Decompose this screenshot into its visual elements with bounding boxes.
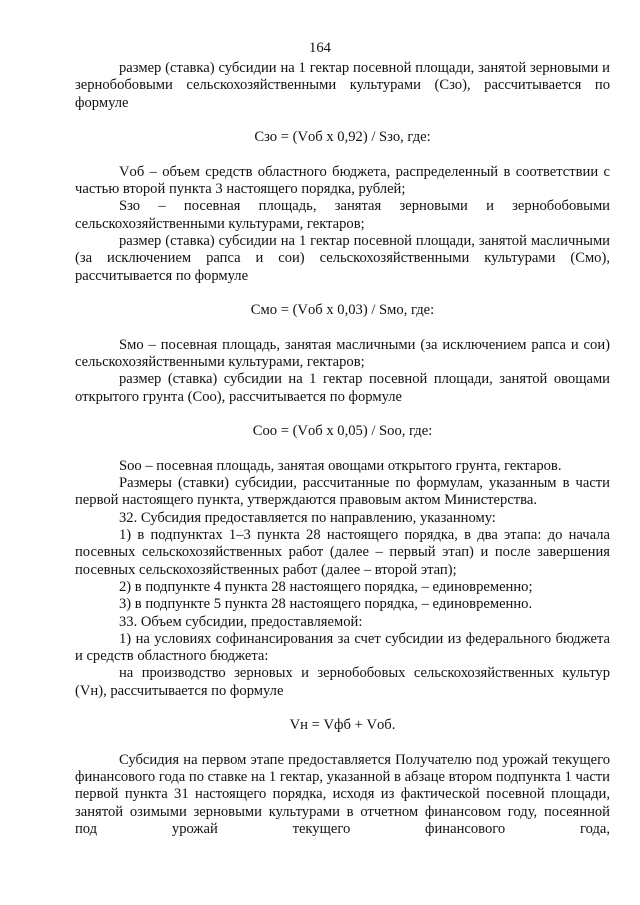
- spacer: [75, 700, 610, 717]
- paragraph: размер (ставка) субсидии на 1 гектар посевной площади, занятой масличными (за исключением рапса и сои) сельскохозяйственными культурами (Смо), рассчитывается по формуле: [75, 232, 610, 284]
- document-body: [75, 60, 610, 838]
- paragraph: Размеры (ставки) субсидии, рассчитанные по формулам, указанным в части первой настоящего пункта, утверждаются правовым актом Министерства.: [75, 475, 610, 509]
- spacer: [75, 285, 610, 302]
- paragraph: размер (ставка) субсидии на 1 гектар посевной площади, занятой овощами открытого грунта (Соо), рассчитывается по формуле: [75, 371, 610, 405]
- formula: Vн = Vфб + Vоб.: [289, 717, 396, 734]
- spacer: [75, 112, 610, 129]
- paragraph: 1) в подпунктах 1–3 пункта 28 настоящего порядка, в два этапа: до начала посевных сельскохозяйственных работ (далее – первый этап) и после завершения посевных сельскохозяйственных работ (далее – второй этап);: [75, 527, 610, 578]
- paragraph: Sзо – посевная площадь, занятая зерновыми и зернобобовыми сельскохозяйственными культурами, гектаров;: [75, 198, 610, 232]
- spacer: [75, 319, 610, 336]
- formula: Смо = (Vоб x 0,03) / Sмо, где:: [250, 302, 435, 319]
- paragraph: 2) в подпункте 4 пункта 28 настоящего порядка, – единовременно;: [119, 578, 533, 595]
- spacer: [75, 146, 610, 163]
- formula: Сзо = (Vоб x 0,92) / Sзо, где:: [254, 129, 431, 146]
- paragraph: Субсидия на первом этапе предоставляется Получателю под урожай текущего финансового года по ставке на 1 гектар, указанной в абзаце втором подпункта 1 части первой пункта 31 настоящего порядка, исходя из фактической посевной площади, занятой озимыми зерновыми культурами в отчетном финансовом году, посеянной под урожай текущего финансового года,: [75, 751, 610, 838]
- spacer: [75, 406, 610, 423]
- spacer: [75, 441, 610, 458]
- page-number: 164: [309, 40, 331, 56]
- paragraph: 32. Субсидия предоставляется по направлению, указанному:: [119, 509, 496, 526]
- paragraph: 3) в подпункте 5 пункта 28 настоящего порядка, – единовременно.: [119, 596, 533, 613]
- paragraph: Vоб – объем средств областного бюджета, распределенный в соответствии с частью второй пункта 3 настоящего порядка, рублей;: [75, 163, 610, 198]
- paragraph: Sоо – посевная площадь, занятая овощами открытого грунта, гектаров.: [119, 457, 562, 474]
- paragraph: Sмо – посевная площадь, занятая масличными (за исключением рапса и сои) сельскохозяйственными культурами, гектаров;: [75, 336, 610, 371]
- paragraph: 33. Объем субсидии, предоставляемой:: [119, 613, 363, 630]
- paragraph: 1) на условиях софинансирования за счет субсидии из федерального бюджета и средств областного бюджета:: [75, 630, 610, 665]
- formula: Соо = (Vоб x 0,05) / Sоо, где:: [252, 423, 433, 440]
- spacer: [75, 735, 610, 752]
- paragraph: на производство зерновых и зернобобовых сельскохозяйственных культур (Vн), рассчитывается по формуле: [75, 665, 610, 699]
- paragraph: размер (ставка) субсидии на 1 гектар посевной площади, занятой зерновыми и зернобобовыми сельскохозяйственными культурами (Сзо), рассчитывается по формуле: [75, 60, 610, 111]
